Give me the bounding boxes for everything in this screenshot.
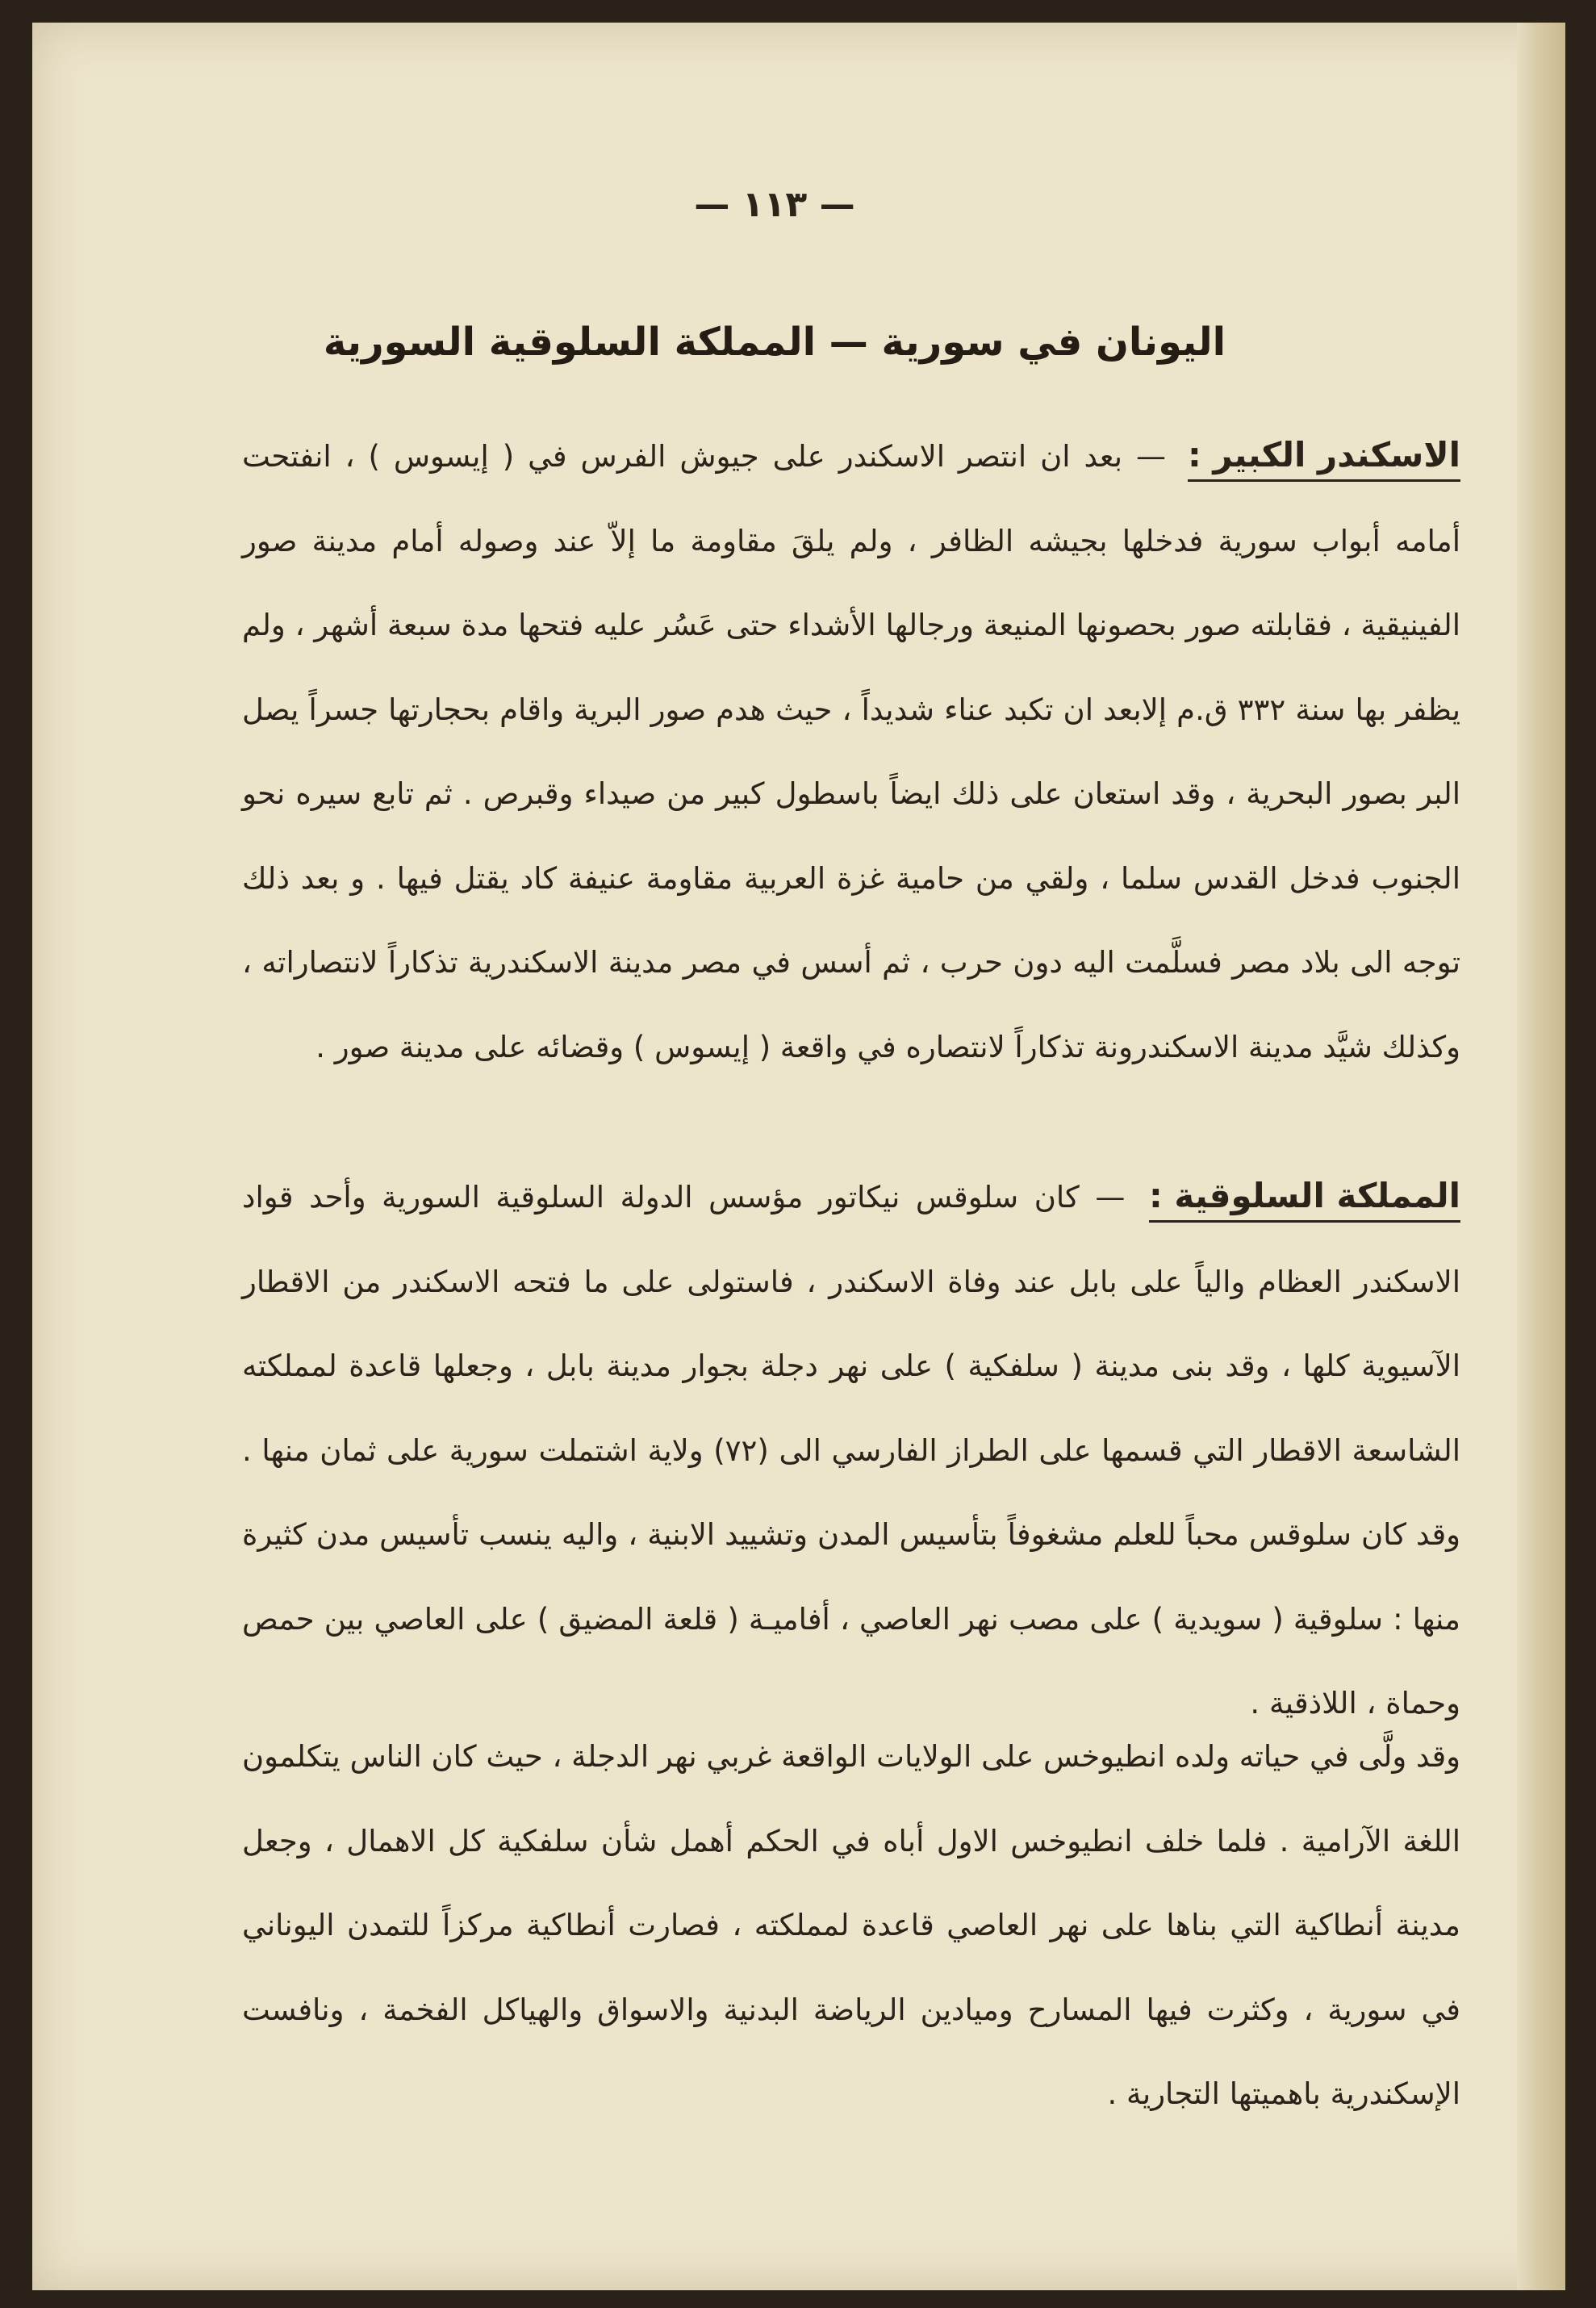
page-number: — ١١٣ — [694,184,855,225]
page-title: اليونان في سورية — المملكة السلوقية السورية [323,320,1226,365]
section-alexander [242,415,1460,1089]
section-seleucid-kingdom [242,1156,1460,1746]
book-page [32,23,1565,2290]
section-text-antiochus: وقد ولَّى في حياته ولده انطيوخس على الولايات الواقعة غربي نهر الدجلة ، حيث كان الناس يتكلمون اللغة الآرامية . فلما خلف انطيوخس الاول أباه في الحكم أهمل شأن سلفكية كل الاهمال ، وجعل مدينة أنطاكية التي بناها على نهر العاصي قاعدة لمملكته ، فصارت أنطاكية مركزاً للتمدن اليوناني في سورية ، وكثرت فيها المسارح وميادين الرياضة البدنية والاسواق والهياكل الفخمة ، ونافست الإسكندرية باهميتها التجارية . [242,1739,1460,2111]
book-spine [1517,23,1565,2290]
section-antiochus [242,1715,1460,2137]
section-text-seleucid: — كان سلوقس نيكاتور مؤسس الدولة السلوقية السورية وأحد قواد الاسكندر العظام والياً على بابل عند وفاة الاسكندر ، فاستولى على ما فتحه الاسكندر من الاقطار الآسيوية كلها ، وقد بنى مدينة ( سلفكية ) على نهر دجلة بجوار مدينة بابل ، وجعلها قاعدة لمملكته الشاسعة الاقطار التي قسمها على الطراز الفارسي الى (٧٢) ولاية اشتملت سورية على ثمان منها . وقد كان سلوقس محباً للعلم مشغوفاً بتأسيس المدن وتشييد الابنية ، واليه ينسب تأسيس مدن كثيرة منها : سلوقية ( سويدية ) على مصب نهر العاصي ، أفاميـة ( قلعة المضيق ) على العاصي بين حمص وحماة ، اللاذقية . [242,1180,1461,1721]
section-heading-alexander: الاسكندر الكبير : [1188,431,1460,482]
section-text-alexander: — بعد ان انتصر الاسكندر على جيوش الفرس في ( إيسوس ) ، انفتحت أمامه أبواب سورية فدخلها بجيشه الظافر ، ولم يلقَ مقاومة ما إلاّ عند وصوله أمام مدينة صور الفينيقية ، فقابلته صور بحصونها المنيعة ورجالها الأشداء حتى عَسُر عليه فتحها مدة سبعة أشهر ، ولم يظفر بها سنة ٣٣٢ ق.م إلابعد ان تكبد عناء شديداً ، حيث هدم صور البرية واقام بحجارتها جسراً يصل البر بصور البحرية ، وقد استعان على ذلك ايضاً باسطول كبير من صيداء وقبرص . ثم تابع سيره نحو الجنوب فدخل القدس سلما ، ولقي من حامية غزة العربية مقاومة عنيفة كاد يقتل فيها . و بعد ذلك توجه الى بلاد مصر فسلَّمت اليه دون حرب ، ثم أسس في مصر مدينة الاسكندرية تذكاراً لانتصاراته ، وكذلك شيَّد مدينة الاسكندرونة تذكاراً لانتصاره في واقعة ( إيسوس ) وقضائه على مدينة صور . [242,439,1461,1064]
section-heading-seleucid: المملكة السلوقية : [1149,1172,1460,1223]
